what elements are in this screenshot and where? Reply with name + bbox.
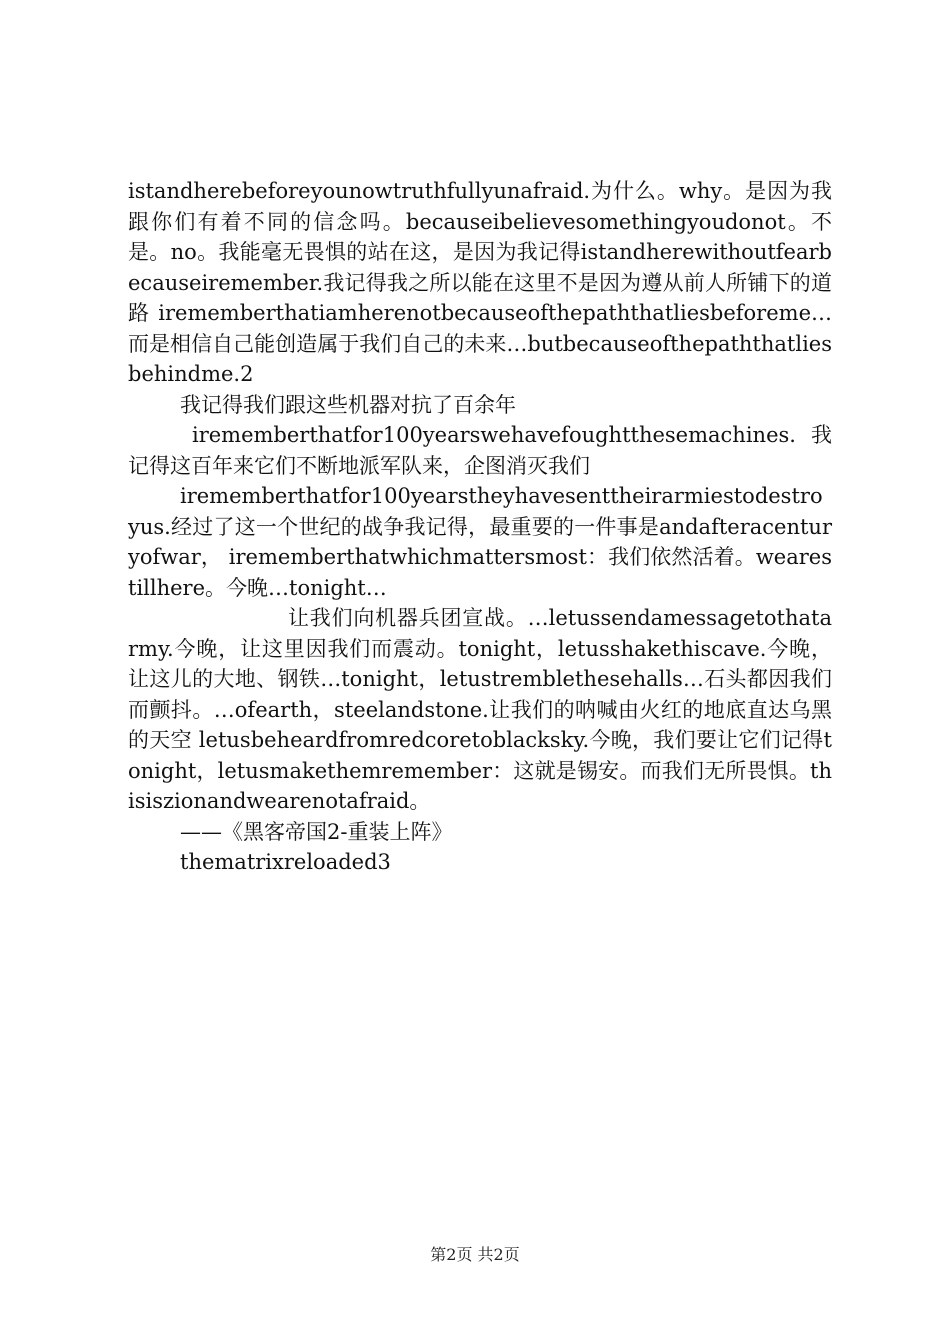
paragraph-tonight-declaration: 让我们向机器兵团宣战。…letussendamessagetothatarmy.今晚，让这里因我们而震动。tonight，letusshakethiscave.今晚，让这儿的大地、钢铁…tonight，letustremblethesehalls…石头都因我们而颤抖。…ofearth，steelandstone.让我们的呐喊由火红的地底直达乌黑的天空 letusbeheardfromredcoretoblacksky.今晚，我们要让它们记得tonight，letusmakethemremember：这就是锡安。而我们无所畏惧。thisiszionandwearenotafraid。 bbox=[128, 606, 832, 813]
quote-source-english: thematrixreloaded3 bbox=[180, 850, 391, 874]
paragraph-armies-sent: irememberthatfor100yearstheyhavesenttheirarmiestodestroyus.经过了这一个世纪的战争我记得，最重要的一件事是andafteracenturyofwar， irememberthatwhichmattersmost：我们依然活着。wearestillhere。今晚…tonight… bbox=[128, 484, 832, 600]
paragraph-machines-fought-zh: 我记得我们跟这些机器对抗了百余年 bbox=[180, 392, 516, 417]
paragraph-speech-opening: istandherebeforeyounowtruthfullyunafraid.为什么。why。是因为我跟你们有着不同的信念吗。becauseibelievesomethingyoudonot。不是。no。我能毫无畏惧的站在这，是因为我记得istandherewithoutfearbecauseiremember.我记得我之所以能在这里不是因为遵从前人所铺下的道路irememberthatiamherenotbecauseofthepaththatliesbeforeme…而是相信自己能创造属于我们自己的未来…butbecauseofthepaththatliesbehindme.2 bbox=[128, 179, 832, 386]
paragraph-machines-fought-en: irememberthatfor100yearswehavefoughtthesemachines.我记得这百年来它们不断地派军队来，企图消灭我们 bbox=[128, 423, 832, 478]
document-body bbox=[128, 176, 832, 878]
quote-source-title: ——《黑客帝国2-重装上阵》 bbox=[180, 819, 453, 844]
page-number-footer: 第2页 共2页 bbox=[430, 1245, 520, 1264]
